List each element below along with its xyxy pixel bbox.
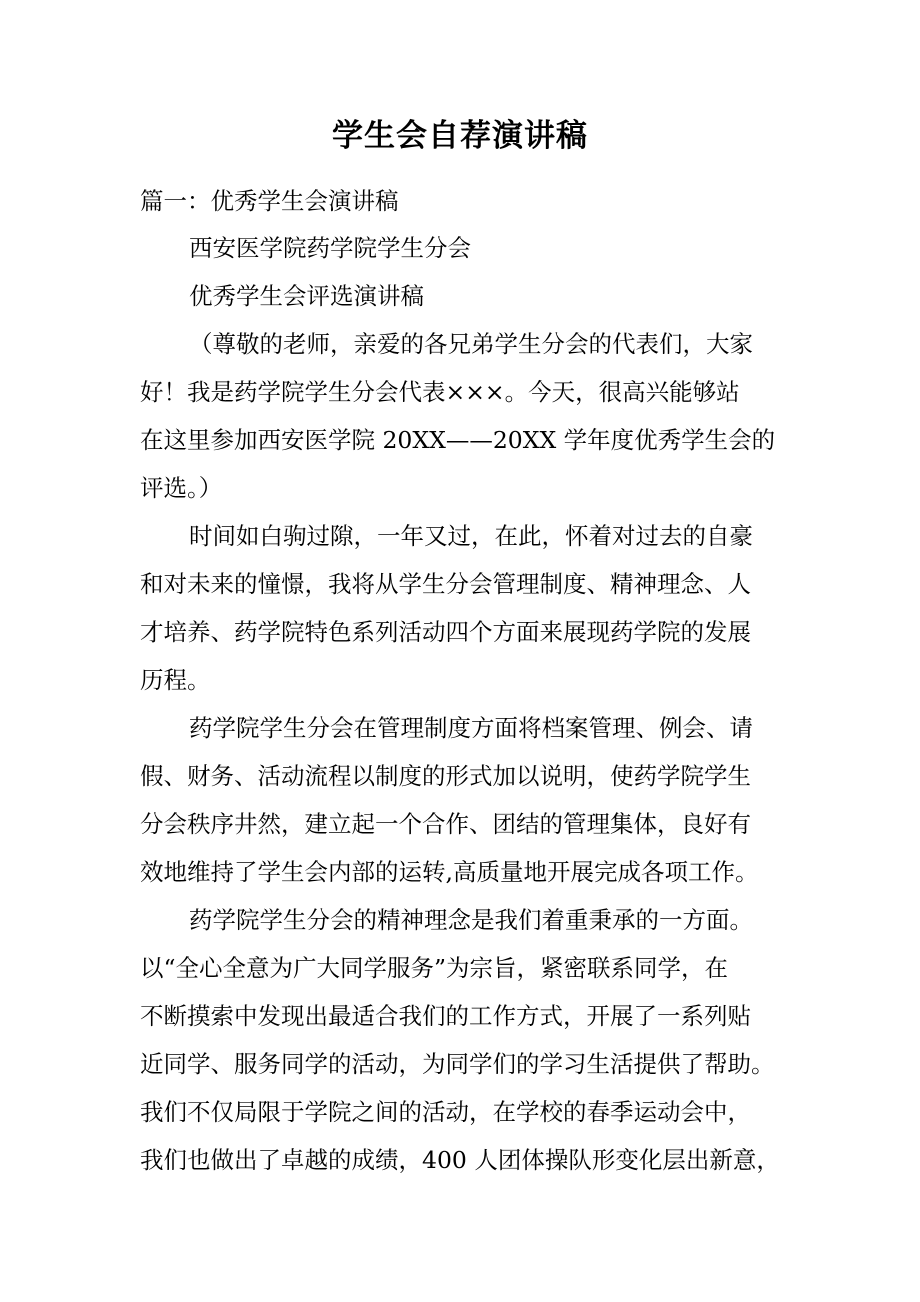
- text-line: 才培养、药学院特色系列活动四个方面来展现药学院的发展: [140, 618, 751, 646]
- text-line: 近同学、服务同学的活动，为同学们的学习生活提供了帮助。: [140, 1050, 775, 1078]
- subtitle-line: 优秀学生会评选演讲稿: [189, 282, 424, 310]
- text-line: （尊敬的老师，亲爱的各兄弟学生分会的代表们，大家: [189, 330, 753, 358]
- section-heading: 篇一：优秀学生会演讲稿: [140, 187, 399, 215]
- text-line: 不断摸索中发现出最适合我们的工作方式，开展了一系列贴: [140, 1002, 751, 1030]
- text-line: 我们不仅局限于学院之间的活动，在学校的春季运动会中，: [140, 1098, 751, 1126]
- text-line: 以“全心全意为广大同学服务”为宗旨，紧密联系同学，在: [140, 954, 729, 982]
- organization-line: 西安医学院药学院学生分会: [189, 234, 471, 262]
- text-line: 和对未来的憧憬，我将从学生分会管理制度、精神理念、人: [140, 570, 751, 598]
- text-line: 药学院学生分会的精神理念是我们着重秉承的一方面。: [189, 906, 753, 934]
- text-line: 假、财务、活动流程以制度的形式加以说明，使药学院学生: [140, 762, 751, 790]
- page-title: 学生会自荐演讲稿: [332, 118, 588, 154]
- text-line: 效地维持了学生会内部的运转,高质量地开展完成各项工作。: [140, 858, 759, 886]
- text-line: 在这里参加西安医学院 20XX——20XX 学年度优秀学生会的: [140, 426, 776, 454]
- text-line: 好！我是药学院学生分会代表×××。今天，很高兴能够站: [140, 378, 740, 406]
- text-line: 分会秩序井然，建立起一个合作、团结的管理集体，良好有: [140, 810, 751, 838]
- text-line: 历程。: [140, 666, 211, 694]
- text-line: 时间如白驹过隙，一年又过，在此，怀着对过去的自豪: [189, 522, 753, 550]
- text-line: 我们也做出了卓越的成绩，400 人团体操队形变化层出新意，: [140, 1146, 780, 1174]
- text-line: 评选。）: [140, 474, 223, 502]
- text-line: 药学院学生分会在管理制度方面将档案管理、例会、请: [189, 714, 753, 742]
